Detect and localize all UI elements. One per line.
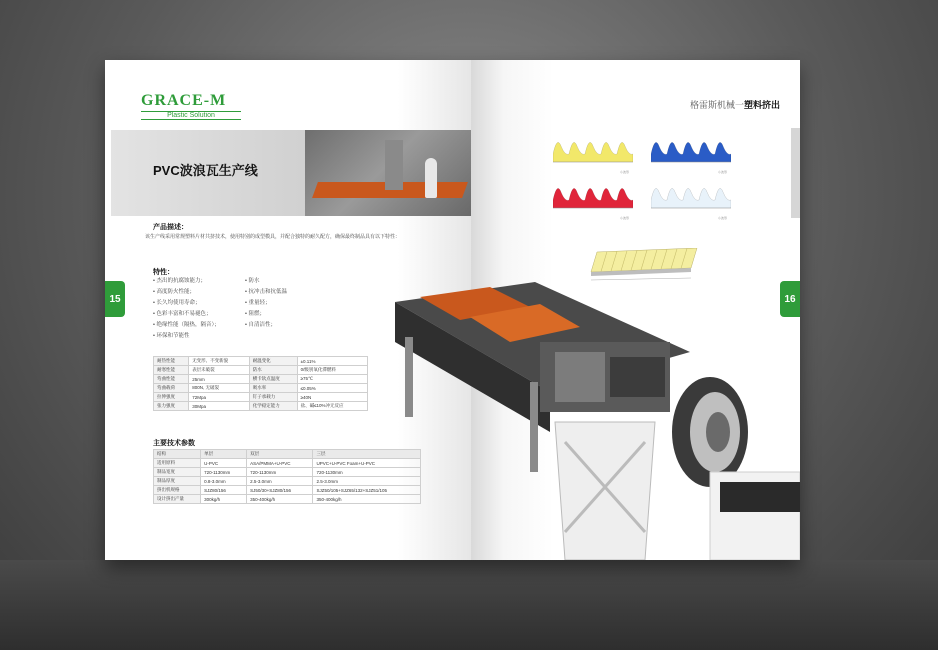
logo-main: GRACE-M <box>141 92 227 109</box>
table-cell: U-PVC <box>201 459 247 468</box>
table-cell: SJZ50/105+SJZ65/132+SJZ51/105 <box>313 486 421 495</box>
feature-item: • 环保和节能性 <box>153 333 190 339</box>
feature-item: • 抗冲击和抗低温 <box>245 289 287 295</box>
table-cell: ASA/PMMA+U-PVC <box>247 459 313 468</box>
factory-photo <box>305 130 471 216</box>
logo-sub: Plastic Solution <box>141 111 241 120</box>
table-cell: 无变形、不变新貌 <box>189 357 250 366</box>
feature-item: • 色彩丰富和不易褪色； <box>153 311 212 317</box>
roof-sheet <box>553 178 633 220</box>
logo <box>141 92 241 120</box>
table-cell: 钉子承载力 <box>249 393 297 402</box>
table-cell: 吸水率 <box>249 384 297 393</box>
table-cell: UPVC+U-PVC Foam+U-PVC <box>313 459 421 468</box>
insulated-panel <box>589 248 699 284</box>
sheet-label: 小波形 <box>619 170 629 174</box>
table-cell: ≥75℃ <box>297 375 367 384</box>
table-cell: 30Mpa <box>189 402 250 411</box>
features-heading: 特性： <box>153 269 174 276</box>
table-cell: 0.8-3.0mm <box>201 477 247 486</box>
table-cell: ±0.11% <box>297 357 367 366</box>
feature-item: • 高度防火性能； <box>153 289 195 295</box>
title-normal: 格雷斯机械一 <box>689 100 744 110</box>
roof-sheet <box>651 132 731 174</box>
table-cell: 350-400kg/h <box>247 495 313 504</box>
table-cell: 制品厚度 <box>154 477 201 486</box>
gray-bar <box>791 128 800 218</box>
table-cell: 弯曲性能 <box>154 375 189 384</box>
table-cell: 2.5-3.0mm <box>247 477 313 486</box>
brochure-spread <box>105 60 800 560</box>
table-cell: 耐寒性能 <box>154 366 189 375</box>
table-cell: ≥40N <box>297 393 367 402</box>
floor <box>0 560 938 650</box>
features-left <box>153 276 220 342</box>
table-cell: 适用原料 <box>154 459 201 468</box>
table-row <box>154 393 368 402</box>
properties-table <box>153 356 368 411</box>
table-cell: 72Mpa <box>189 393 250 402</box>
table-cell: 350-400kg/h <box>313 495 421 504</box>
table-cell: SJZ80/156 <box>201 486 247 495</box>
roof-sheet <box>651 178 731 220</box>
feature-item: • 自清洁性； <box>245 322 276 328</box>
table-row <box>154 357 368 366</box>
table-cell: 防水 <box>249 366 297 375</box>
table-row <box>154 384 368 393</box>
table-cell: 盐、碱≤10%冲无反应 <box>297 402 367 411</box>
banner-title: PVC波浪瓦生产线 <box>153 163 258 178</box>
features-right <box>245 276 287 331</box>
sheet-label: 小波形 <box>717 216 727 220</box>
table-cell: 800N, 无破裂 <box>189 384 250 393</box>
table-cell: ≤0.05% <box>297 384 367 393</box>
table-cell: 拉伸强度 <box>154 393 189 402</box>
table-cell: 横卡软点温度 <box>249 375 297 384</box>
table-cell: 耐热性能 <box>154 357 189 366</box>
feature-item: • 重量轻； <box>245 300 271 306</box>
table-cell: 720-1130mm <box>201 468 247 477</box>
table-cell: 表层未破裂 <box>189 366 250 375</box>
table-cell: 0/级别氧化滞燃料 <box>297 366 367 375</box>
table-cell: 制品宽度 <box>154 468 201 477</box>
table-cell: 挤出机规格 <box>154 486 201 495</box>
table-cell: 300kg/h <box>201 495 247 504</box>
tech-heading: 主要技术参数 <box>153 440 195 447</box>
table-cell: 设计挤出产量 <box>154 495 201 504</box>
feature-item: • 杰出的抗腐蚀能力； <box>153 278 206 284</box>
table-cell: 弯曲载荷 <box>154 384 189 393</box>
desc-heading: 产品描述： <box>153 224 188 231</box>
table-cell: 三层 <box>313 450 421 459</box>
feature-item: • 阻燃； <box>245 311 265 317</box>
sheet-label: 小波形 <box>619 216 629 220</box>
table-cell: 25mm <box>189 375 250 384</box>
table-row <box>154 375 368 384</box>
table-cell: SJ50/30+SJZ80/156 <box>247 486 313 495</box>
table-cell: 2.5-3.0mm <box>313 477 421 486</box>
table-cell: 720-1130mm <box>313 468 421 477</box>
roof-sheet <box>553 132 633 174</box>
title-bold: 塑料挤出 <box>743 100 780 110</box>
feature-item: • 防水 <box>245 278 260 284</box>
feature-item: • 长久均使用寿命； <box>153 300 201 306</box>
page-number-right: 16 <box>780 281 800 317</box>
table-cell: 耐温变化 <box>249 357 297 366</box>
table-cell: 结构 <box>154 450 201 459</box>
feature-item: • 绝缘性能（隔热，隔音）； <box>153 322 220 328</box>
table-cell: 化学稳定能力 <box>249 402 297 411</box>
table-row <box>154 366 368 375</box>
desc-text: 该生产线采用常规塑料片材共挤技术，使用特别的成型模具，并配合独特的耐久配方，确保最终制品具有以下特性： <box>145 234 401 240</box>
page-number-left: 15 <box>105 281 125 317</box>
table-cell: 张力强度 <box>154 402 189 411</box>
table-cell: 双层 <box>247 450 313 459</box>
table-cell: 单层 <box>201 450 247 459</box>
table-row <box>154 402 368 411</box>
extrusion-machine-illustration <box>380 282 800 560</box>
table-cell: 720-1130mm <box>247 468 313 477</box>
sheet-label: 小波形 <box>717 170 727 174</box>
right-page-title <box>690 98 780 111</box>
